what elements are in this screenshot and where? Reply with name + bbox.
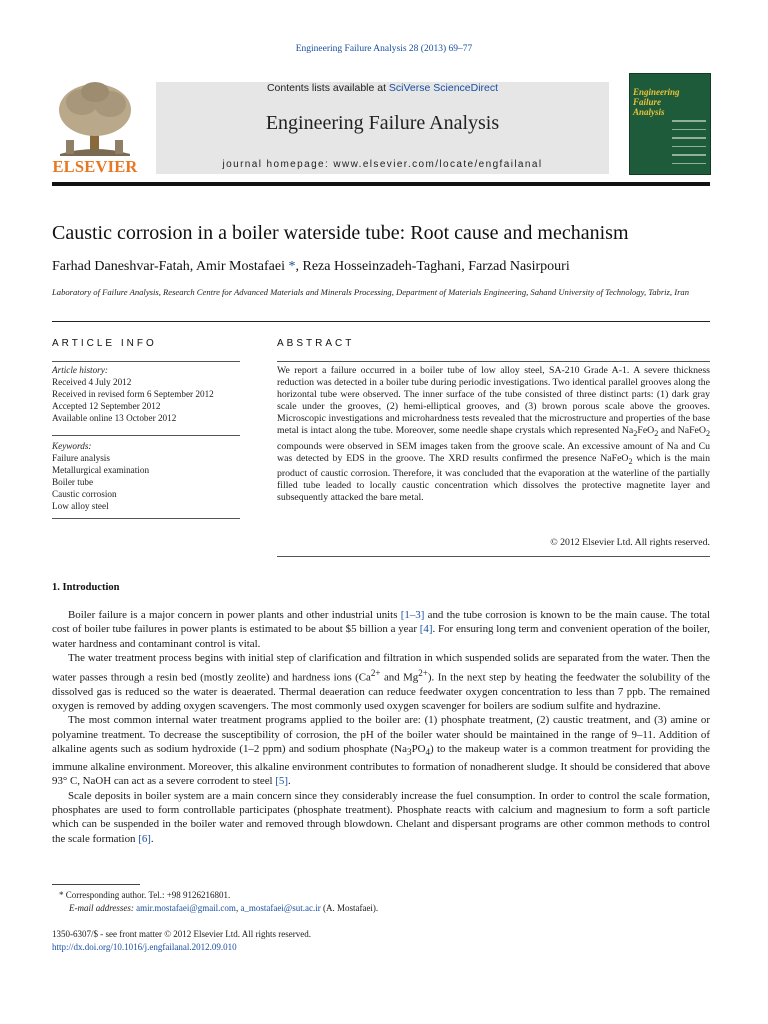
introduction-body bbox=[52, 608, 710, 846]
text-run: Scale deposits in boiler system are a main concern since they considerably increase the fuel consumption. In order to control the scale formation, phosphates are used to form controllable participates (phosphate treatment). Phosphate reacts with calcium and magnesium to form a soft particle which can be suspended in the boiler water and removed through blowdown. Chelant and dispersant programs are other common methods to control the scale formation bbox=[52, 789, 710, 845]
subscript: 2 bbox=[628, 456, 633, 466]
chem-fragment: NaFeO bbox=[677, 425, 706, 437]
chem-fragment: FeO bbox=[637, 425, 655, 437]
abstract-rule bbox=[277, 361, 710, 362]
citation-link[interactable]: [6] bbox=[138, 832, 151, 845]
text-run: and Mg bbox=[380, 671, 419, 684]
paragraph bbox=[52, 651, 710, 713]
journal-title: Engineering Failure Analysis bbox=[265, 112, 500, 134]
citation-link[interactable]: [4] bbox=[419, 623, 433, 636]
separator: , bbox=[235, 903, 241, 913]
history-label: Article history: bbox=[52, 365, 108, 375]
keyword-item: Metallurgical examination bbox=[52, 465, 150, 475]
article-history bbox=[52, 364, 214, 424]
subscript: 4 bbox=[425, 747, 431, 758]
chem-fragment: Na bbox=[621, 425, 634, 437]
footnote-mark: * bbox=[59, 890, 64, 900]
keywords-label: Keywords: bbox=[52, 441, 92, 451]
cover-title-line-1: Engineering bbox=[633, 87, 680, 97]
cover-title-line-2: Failure bbox=[633, 97, 662, 107]
text-run: . bbox=[288, 775, 291, 788]
homepage-prefix: journal homepage: bbox=[222, 159, 334, 170]
cover-title bbox=[633, 87, 707, 117]
footnote-rule bbox=[52, 884, 140, 885]
section-heading-introduction: 1. Introduction bbox=[52, 582, 120, 593]
journal-homepage bbox=[156, 159, 609, 170]
keywords-rule bbox=[52, 435, 240, 436]
info-bottom-rule bbox=[52, 518, 240, 519]
subscript: 2 bbox=[705, 429, 711, 439]
paragraph bbox=[52, 608, 710, 651]
article-title: Caustic corrosion in a boiler waterside tube: Root cause and mechanism bbox=[52, 222, 629, 244]
keywords bbox=[52, 440, 149, 512]
abstract-part: We report a failure occurred in a boiler tube of low alloy steel, SA-210 Grade A-1. A severe thickness reduction was detected in a boiler tube during periodic investigations. Two identical parallel grooves along the horizontal tube were observed. The inner surface of the tube consisted of three distinct parts: (1) dark gray scale under the grooves, (2) hemi-elliptical grooves, and (3) brown porous scale above the grooves. Microscopic investigations and microhardness tests revealed that the microstructure and properties of the base metal is intact along the tube. Moreover, some needle shape crystals which represented bbox=[277, 365, 710, 437]
publisher-wordmark: ELSEVIER bbox=[52, 157, 138, 176]
issn-line: 1350-6307/$ - see front matter © 2012 Elsevier Ltd. All rights reserved. bbox=[52, 929, 312, 939]
header-rule bbox=[52, 182, 710, 186]
abstract-part: and bbox=[658, 425, 678, 437]
cover-title-line-3: Analysis bbox=[633, 107, 665, 117]
affiliation: Laboratory of Failure Analysis, Research Centre for Advanced Materials and Minerals Processing, Department of Materials Engineering, Sahand University of Technology, Tabriz, Iran bbox=[52, 287, 690, 297]
text-run: ). In the next step by heating the feedwater the solubility of the dissolved gas is reduced so the water is deaerated. Thermal deaeration can reduce feedwater oxygen concentration to less than 7 ppb. The remained oxygen is removed by adding oxygen scavengers. The most commonly used oxygen scavenger for boilers are sodium sulfite and hydrazine. bbox=[52, 671, 710, 713]
superscript: 2+ bbox=[370, 667, 381, 678]
running-head[interactable]: Engineering Failure Analysis 28 (2013) 69–77 bbox=[295, 44, 473, 54]
corresponding-author-mark[interactable]: * bbox=[284, 259, 296, 274]
authors-part-a: Farhad Daneshvar-Fatah, Amir Mostafaei bbox=[52, 259, 285, 274]
sciencedirect-link[interactable]: SciVerse ScienceDirect bbox=[388, 82, 499, 94]
text-run: The water treatment process begins with initial step of clarification and filtration in which suspended solids are separated from the water. Then the water passes through a resin bed (mostly zeolite) and hardness ions (Ca bbox=[52, 652, 710, 684]
article-info-rule bbox=[52, 361, 240, 362]
history-item: Received 4 July 2012 bbox=[52, 377, 132, 387]
homepage-url[interactable]: www.elsevier.com/locate/engfailanal bbox=[333, 159, 543, 170]
text-run: PO bbox=[411, 743, 426, 756]
subscript: 2 bbox=[654, 429, 659, 439]
author-list bbox=[52, 259, 570, 275]
history-item: Available online 13 October 2012 bbox=[52, 413, 177, 423]
article-info-heading: ARTICLE INFO bbox=[52, 338, 157, 349]
cover-decoration bbox=[672, 120, 706, 171]
abstract-part: which is the main product of caustic corrosion. Therefore, it was concluded that the evaporation at the waterline of the partially filled tube leaded to locally caustic concentration which dissolves the protective magnetite layer and subsequently attacked the bare metal. bbox=[277, 452, 710, 503]
email-label: E-mail addresses: bbox=[69, 903, 137, 913]
corresponding-note bbox=[59, 889, 679, 902]
section-divider bbox=[52, 321, 710, 322]
abstract-part: compounds were observed in SEM images taken from the groove scale. An excessive amount of Na and Cu was detected by EDS in the groove. The XRD results confirmed the presence NaFeO bbox=[277, 440, 710, 464]
front-matter bbox=[52, 928, 311, 953]
citation-link[interactable]: [5] bbox=[275, 775, 288, 788]
paragraph bbox=[52, 713, 710, 788]
contents-line bbox=[156, 82, 609, 94]
text-run: . For ensuring long term and convenient operation of the boiler, water hardness and contaminant control is vital. bbox=[52, 623, 710, 650]
email-link[interactable]: amir.mostafaei@gmail.com bbox=[136, 903, 236, 913]
footnote bbox=[59, 889, 679, 915]
text-run: The most common internal water treatment programs applied to the boiler are: (1) phosphate treatment, (2) caustic treatment, and (3) amine or polyamine treatment. To decrease the susceptibility of corrosion, the pH of the boiler water should be maintained in the range of 9–11. Addition of alkaline agents such as sodium hydroxide (1–2 ppm) and sodium phosphate (Na bbox=[52, 714, 710, 756]
email-note bbox=[59, 902, 679, 915]
paragraph bbox=[52, 789, 710, 847]
superscript: 2+ bbox=[418, 667, 428, 678]
keyword-item: Low alloy steel bbox=[52, 501, 109, 511]
citation-link[interactable]: [1–3] bbox=[400, 609, 425, 621]
subscript: 3 bbox=[407, 747, 412, 758]
footnote-text: Corresponding author. Tel.: +98 9126216801. bbox=[63, 890, 231, 900]
text-run: Boiler failure is a major concern in power plants and other industrial units bbox=[68, 609, 401, 621]
text-run: and the tube corrosion is known to be the main cause. The total cost of boiler tube failures in power plants is estimated to be about $5 billion a year bbox=[52, 609, 711, 636]
keyword-item: Failure analysis bbox=[52, 453, 110, 463]
doi-link[interactable]: http://dx.doi.org/10.1016/j.engfailanal.2012.09.010 bbox=[52, 941, 237, 952]
email-link[interactable]: a_mostafaei@sut.ac.ir bbox=[240, 903, 321, 913]
abstract-copyright: © 2012 Elsevier Ltd. All rights reserved. bbox=[550, 537, 710, 548]
abstract-heading: ABSTRACT bbox=[277, 338, 355, 349]
text-run: ) to the makeup water is a common treatment for providing the immune alkaline environment. Moreover, this alkaline environment contributes to formation of nonadherent sludge. It should be considered that above 93° C, NaOH can act as a severe corrodent to steel bbox=[52, 743, 711, 788]
authors-part-b: , Reza Hosseinzadeh-Taghani, Farzad Nasirpouri bbox=[295, 259, 570, 274]
text-run: . bbox=[150, 832, 154, 845]
contents-prefix: Contents lists available at bbox=[266, 82, 389, 94]
keyword-item: Boiler tube bbox=[52, 477, 94, 487]
footnote-text: (A. Mostafaei). bbox=[320, 903, 379, 913]
history-item: Accepted 12 September 2012 bbox=[52, 401, 161, 411]
subscript: 2 bbox=[633, 429, 638, 439]
abstract-bottom-rule bbox=[277, 556, 710, 557]
abstract-text bbox=[277, 365, 710, 504]
keyword-item: Caustic corrosion bbox=[52, 489, 117, 499]
history-item: Received in revised form 6 September 2012 bbox=[52, 389, 214, 399]
